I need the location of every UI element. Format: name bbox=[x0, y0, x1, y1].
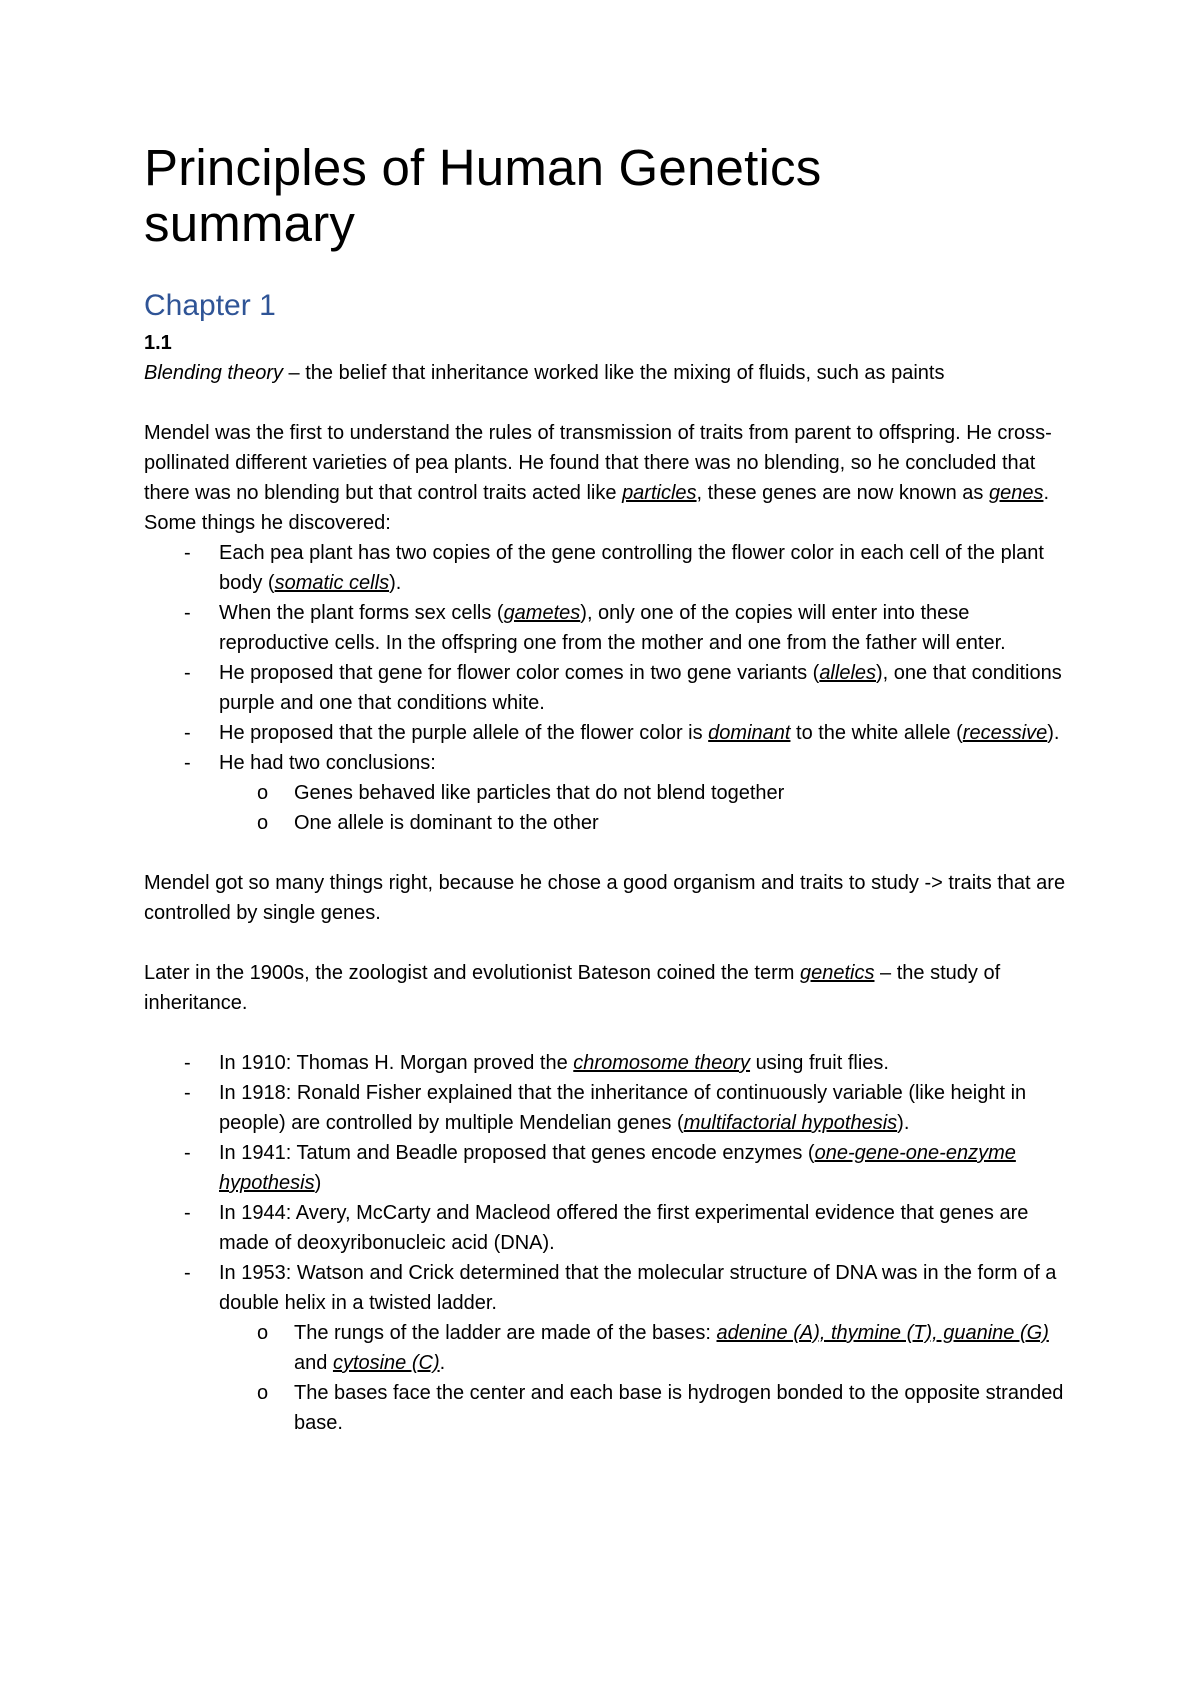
item-text: ) bbox=[314, 1172, 322, 1194]
item-text: He proposed that the purple allele of the flower color is bbox=[219, 722, 709, 744]
list-item bbox=[144, 1078, 1070, 1138]
list-item bbox=[144, 538, 1070, 598]
dash-bullet: - bbox=[184, 1262, 191, 1284]
item-text: The rungs of the ladder are made of the bases: bbox=[294, 1322, 717, 1344]
item-text: ), only one of the copies will enter into these reproductive cells. In the offspring one from the mother and one from the father will enter. bbox=[219, 602, 1006, 654]
list-item bbox=[144, 598, 1070, 658]
item-text: and bbox=[294, 1352, 333, 1374]
term-somatic-cells: somatic cells bbox=[274, 572, 390, 594]
sublist-item bbox=[219, 1318, 1070, 1378]
circle-bullet: o bbox=[257, 1322, 269, 1344]
bateson-paragraph bbox=[144, 958, 1070, 1018]
item-text: In 1918: Ronald Fisher explained that the inheritance of continuously variable (like height in people) are controlled by multiple Mendelian genes ( bbox=[219, 1082, 1027, 1134]
term-particles: particles bbox=[622, 482, 697, 504]
item-text: In 1953: Watson and Crick determined that the molecular structure of DNA was in the form of a double helix in a twisted ladder. bbox=[219, 1262, 1057, 1314]
sublist-item bbox=[219, 778, 1070, 808]
dash-bullet: - bbox=[184, 662, 191, 684]
spacer bbox=[144, 388, 1070, 418]
term-recessive: recessive bbox=[962, 722, 1048, 744]
item-text: When the plant forms sex cells ( bbox=[219, 602, 504, 624]
dash-bullet: - bbox=[184, 1082, 191, 1104]
term-genetics: genetics bbox=[799, 962, 875, 984]
item-text: to the white allele ( bbox=[790, 722, 963, 744]
item-text: Genes behaved like particles that do not blend together bbox=[294, 782, 785, 804]
item-text: He proposed that gene for flower color comes in two gene variants ( bbox=[219, 662, 820, 684]
dash-bullet: - bbox=[184, 722, 191, 744]
section-number: 1.1 bbox=[144, 332, 172, 354]
item-text: The bases face the center and each base is hydrogen bonded to the opposite stranded base. bbox=[294, 1382, 1064, 1434]
title-line-2: summary bbox=[144, 195, 356, 252]
list-item bbox=[144, 748, 1070, 838]
term-bases: adenine (A), thymine (T), guanine (G) bbox=[716, 1322, 1049, 1344]
document-title bbox=[144, 140, 1070, 252]
dash-bullet: - bbox=[184, 752, 191, 774]
list-item bbox=[144, 1258, 1070, 1438]
dash-bullet: - bbox=[184, 542, 191, 564]
item-text: In 1944: Avery, McCarty and Macleod offered the first experimental evidence that genes are made of deoxyribonucleic acid (DNA). bbox=[219, 1202, 1029, 1254]
list-item bbox=[144, 1198, 1070, 1258]
item-text: Each pea plant has two copies of the gene controlling the flower color in each cell of the plant body ( bbox=[219, 542, 1044, 594]
term-gametes: gametes bbox=[503, 602, 581, 624]
timeline-list bbox=[144, 1048, 1070, 1438]
item-text: In 1910: Thomas H. Morgan proved the bbox=[219, 1052, 574, 1074]
paragraph-text: – the study of inheritance. bbox=[144, 962, 1001, 1014]
term-cytosine: cytosine (C) bbox=[332, 1352, 440, 1374]
item-text: ), one that conditions purple and one that conditions white. bbox=[219, 662, 1062, 714]
item-text: ). bbox=[1047, 722, 1060, 744]
dash-bullet: - bbox=[184, 602, 191, 624]
mendel-intro-paragraph bbox=[144, 418, 1070, 538]
item-text: In 1941: Tatum and Beadle proposed that genes encode enzymes ( bbox=[219, 1142, 815, 1164]
list-item bbox=[144, 1048, 1070, 1078]
spacer bbox=[144, 838, 1070, 868]
spacer bbox=[144, 1018, 1070, 1048]
term-multifactorial-hypothesis: multifactorial hypothesis bbox=[683, 1112, 898, 1134]
conclusions-sublist bbox=[219, 778, 1070, 838]
list-item bbox=[144, 718, 1070, 748]
item-text: He had two conclusions: bbox=[219, 752, 436, 774]
mendel-intro-mid: , these genes are now known as bbox=[696, 482, 989, 504]
dash-bullet: - bbox=[184, 1202, 191, 1224]
term-dominant: dominant bbox=[708, 722, 791, 744]
term-genes: genes bbox=[988, 482, 1044, 504]
item-text: . bbox=[439, 1352, 446, 1374]
term-one-gene-one-enzyme: one-gene-one-enzyme hypothesis bbox=[219, 1142, 1016, 1194]
discoveries-list bbox=[144, 538, 1070, 838]
mendel-right-paragraph: Mendel got so many things right, because he chose a good organism and traits to study -> traits that are controlled by single genes. bbox=[144, 872, 1066, 924]
blending-theory-definition bbox=[144, 358, 1070, 388]
list-item bbox=[144, 1138, 1070, 1198]
paragraph-text: Later in the 1900s, the zoologist and evolutionist Bateson coined the term bbox=[144, 962, 800, 984]
chapter-heading: Chapter 1 bbox=[144, 289, 276, 322]
list-item bbox=[144, 658, 1070, 718]
item-text: ). bbox=[389, 572, 402, 594]
title-line-1: Principles of Human Genetics bbox=[144, 139, 822, 196]
dna-structure-sublist bbox=[219, 1318, 1070, 1438]
term-alleles: alleles bbox=[819, 662, 877, 684]
item-text: One allele is dominant to the other bbox=[294, 812, 599, 834]
circle-bullet: o bbox=[257, 782, 269, 804]
circle-bullet: o bbox=[257, 1382, 269, 1404]
mendel-intro-text: Mendel was the first to understand the rules of transmission of traits from parent to offspring. He cross-pollinated different varieties of pea plants. He found that there was no blending, so he concluded that there was no blending but that control traits acted like bbox=[144, 422, 1052, 504]
blending-definition-text: – the belief that inheritance worked like the mixing of fluids, such as paints bbox=[282, 362, 945, 384]
sublist-item bbox=[219, 1378, 1070, 1438]
circle-bullet: o bbox=[257, 812, 269, 834]
dash-bullet: - bbox=[184, 1052, 191, 1074]
item-text: using fruit flies. bbox=[750, 1052, 889, 1074]
term-chromosome-theory: chromosome theory bbox=[573, 1052, 751, 1074]
mendel-intro-end: . Some things he discovered: bbox=[144, 482, 1050, 534]
item-text: ). bbox=[897, 1112, 910, 1134]
dash-bullet: - bbox=[184, 1142, 191, 1164]
spacer bbox=[144, 928, 1070, 958]
sublist-item bbox=[219, 808, 1070, 838]
term-blending-theory: Blending theory bbox=[144, 362, 283, 384]
